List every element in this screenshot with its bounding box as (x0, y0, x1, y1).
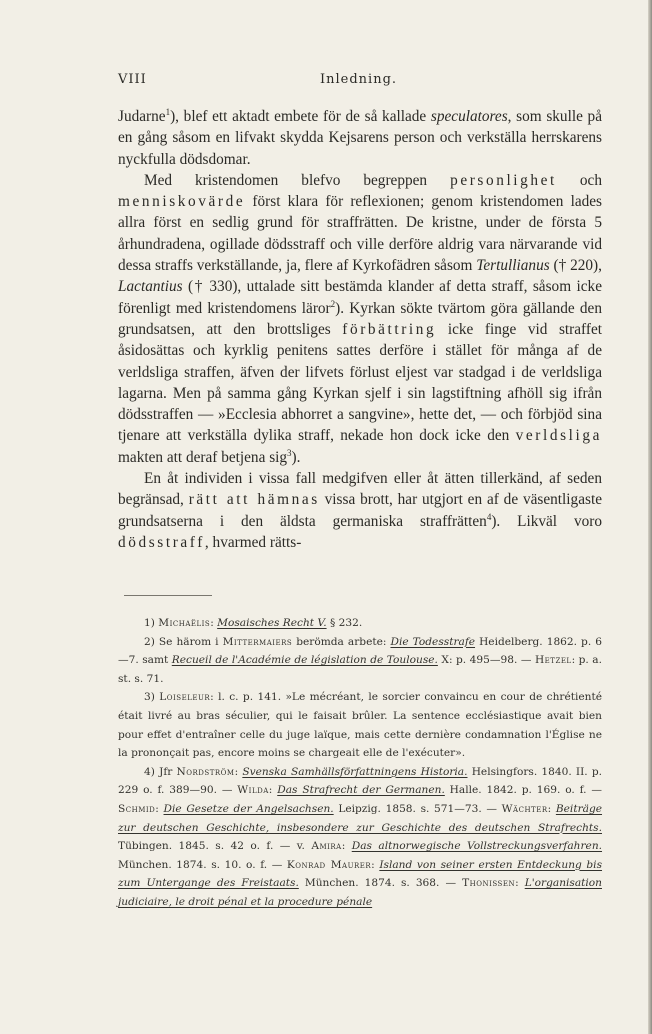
footnote-4 (118, 763, 602, 912)
text-run: († 220), (549, 257, 602, 275)
text-run: Heidelberg. 1862. p. 6—7. samt (118, 635, 602, 667)
text-run: vissa brott, har utgjort en af de väsentligaste grundsatserna i den äldsta germaniska straffrätten (118, 491, 602, 530)
text-run: : (155, 802, 164, 815)
text-run: först klara för reflexionen; genom kristendomen lades allra först en sedlig grund för straffrätten. De kristne, under de första 5 århundradena, ogillade dödsstraff och ville derföre aldrig vara närvarande vid dessa straffs verkställande, ja, flere af Kyrkofädren såsom (118, 193, 602, 275)
text-run: : p. a. st. s. 71. (118, 654, 602, 685)
text-run: Halle. 1842. p. 169. o. f. — (444, 784, 602, 797)
text-run: München. 1874. s. 10. o. f. — (118, 858, 287, 871)
running-title: Inledning. (320, 72, 398, 87)
work-title: Das Strafrecht der Germanen. (277, 784, 445, 797)
text-run: : (341, 840, 352, 853)
text-run: berömda arbete: (292, 635, 391, 648)
work-title: Recueil de l'Académie de législation de Toulouse. (171, 654, 438, 667)
work-title: Das altnorwegische Vollstreckungsverfahren. (351, 840, 603, 853)
spaced-term: menniskovärde (118, 193, 246, 211)
text-run: Helsingfors. 1840. II. p. 229 o. f. 389—90. — (118, 765, 602, 797)
text-run: : (547, 802, 556, 815)
footnote-divider (124, 595, 212, 596)
author-name: Loiseleur (159, 691, 211, 704)
text-run: X: p. 495—98. — (437, 654, 535, 667)
paragraph-3 (118, 468, 602, 553)
text-run: ), blef ett aktadt embete för de så kallade (170, 108, 431, 125)
text-run: Se härom i (158, 635, 223, 648)
text-run: Leipzig. 1858. s. 571—73. — (333, 802, 502, 815)
spaced-term: förbättring (342, 320, 437, 338)
text-run: och (556, 171, 602, 189)
main-text (118, 106, 602, 553)
author-name: Schmid (118, 802, 156, 815)
text-run: makten att deraf betjena sig (118, 448, 288, 466)
footnote-number: 3) (144, 691, 160, 704)
author-name: Hetzel (534, 654, 572, 667)
footnote-number: 2) (144, 635, 159, 648)
author-name: Amira (311, 840, 342, 853)
author-name: Michaëlis (158, 617, 211, 629)
work-title: Island von seiner ersten Entdeckung bis zum Untergange des Freistaats. (118, 858, 603, 890)
text-run: Jfr (159, 765, 177, 778)
work-title: Svenska Samhällsförfattningens Historia. (242, 765, 468, 778)
work-title: Die Todesstrafe (390, 635, 476, 648)
italic-term: speculatores (430, 108, 508, 125)
footnotes (118, 614, 602, 912)
italic-name: Lactantius (118, 278, 183, 296)
page-number: VIII (118, 72, 147, 87)
spaced-term: dödsstraff (118, 533, 205, 551)
text-run: icke finge vid straffet åsidosättas och kyrklig penitens sattes derföre i stället för många af de verldsliga straffen, äfven der lifvets förlust eljest var stadgad i de verldsliga lagarna. Men på samma gång Kyrkan sjelf i sin lagstiftning afhöll sig ifrån dödsstraffen — »Ecclesia abhorret a sangvine», hette det, — och förbjöd sina tjenare att verkställa dylika straff, nekade hon dock icke den (118, 320, 602, 445)
paragraph-2 (118, 170, 602, 468)
footnote-2 (118, 633, 602, 689)
text-run: : (515, 877, 525, 890)
text-run: § 232. (326, 617, 363, 629)
text-run: Tübingen. 1845. s. 42 o. f. — v. (118, 840, 312, 853)
author-name: Wächter (501, 802, 548, 815)
author-name: Mittermaiers (222, 635, 293, 648)
work-title: Beiträge zur deutschen Geschichte, insbesondere zur Geschichte des deutschen Strafrechts. (118, 802, 603, 834)
author-name: Konrad Maurer (286, 858, 372, 871)
footnote-1 (118, 614, 602, 633)
italic-name: Tertullianus (476, 257, 550, 275)
spaced-term: personlighet (450, 171, 557, 189)
spaced-term: verldsliga (515, 427, 602, 445)
text-run: En åt individen i vissa fall medgifven eller åt ätten tillerkänd, af seden begränsad, (118, 470, 602, 509)
author-name: Wilda (237, 784, 269, 797)
text-run: : (234, 765, 243, 778)
work-title: Die Gesetze der Angelsachsen. (163, 802, 334, 815)
text-run: : (371, 858, 380, 871)
text-run: Med kristendomen blefvo begreppen (144, 171, 451, 189)
author-name: Nordström (176, 765, 235, 778)
work-title: L'organisation judiciaire, le droit pénal et la procedure pénale (118, 877, 602, 908)
footnote-number: 4) (144, 765, 160, 778)
text-run: : (268, 784, 278, 797)
work-title: Mosaisches Recht V. (217, 617, 327, 629)
text-run: : (210, 617, 218, 629)
text-run: : l. c. p. 141. »Le mécréant, le sorcier convaincu en cour de chrétienté était livré au bras séculier, qui le faisait brûler. La sentence ecclésiastique avait bien pour effet d'entraîner celle du juge laïque, mais cette dernière condamnation l'Église ne la prononçait pas, encore moins se chargeait elle de l'exécuter». (118, 691, 602, 760)
text-run: , som skulle på en gång såsom en lifvakt skydda Kejsarens person och verkställa herrskarens nyckfulla dödsdomar. (118, 108, 602, 168)
footnote-ref-3: 3 (287, 447, 292, 458)
text-run: ). (291, 448, 301, 466)
spaced-term: rätt att hämnas (188, 491, 320, 509)
paragraph-1 (118, 106, 602, 170)
page-edge-shadow (648, 0, 652, 1034)
text-run: München. 1874. s. 368. — (298, 877, 463, 890)
footnote-ref-1: 1 (165, 106, 171, 117)
text-run: ). Likväl voro (491, 512, 603, 530)
text-run: († 330), uttalade sitt bestämda klander af detta straff, såsom icke förenligt med kristendomens läror (118, 278, 602, 317)
footnote-ref-4: 4 (486, 511, 492, 522)
author-name: Thonissen (462, 877, 516, 890)
text-run: Judarne (118, 108, 166, 125)
text-run: , hvarmed rätts- (204, 533, 302, 551)
footnote-ref-2: 2 (330, 298, 336, 309)
text-run: ). Kyrkan sökte tvärtom göra gällande den grundsatsen, att den brottsliges (118, 299, 602, 338)
footnote-3 (118, 688, 602, 762)
footnote-number: 1) (144, 617, 159, 629)
